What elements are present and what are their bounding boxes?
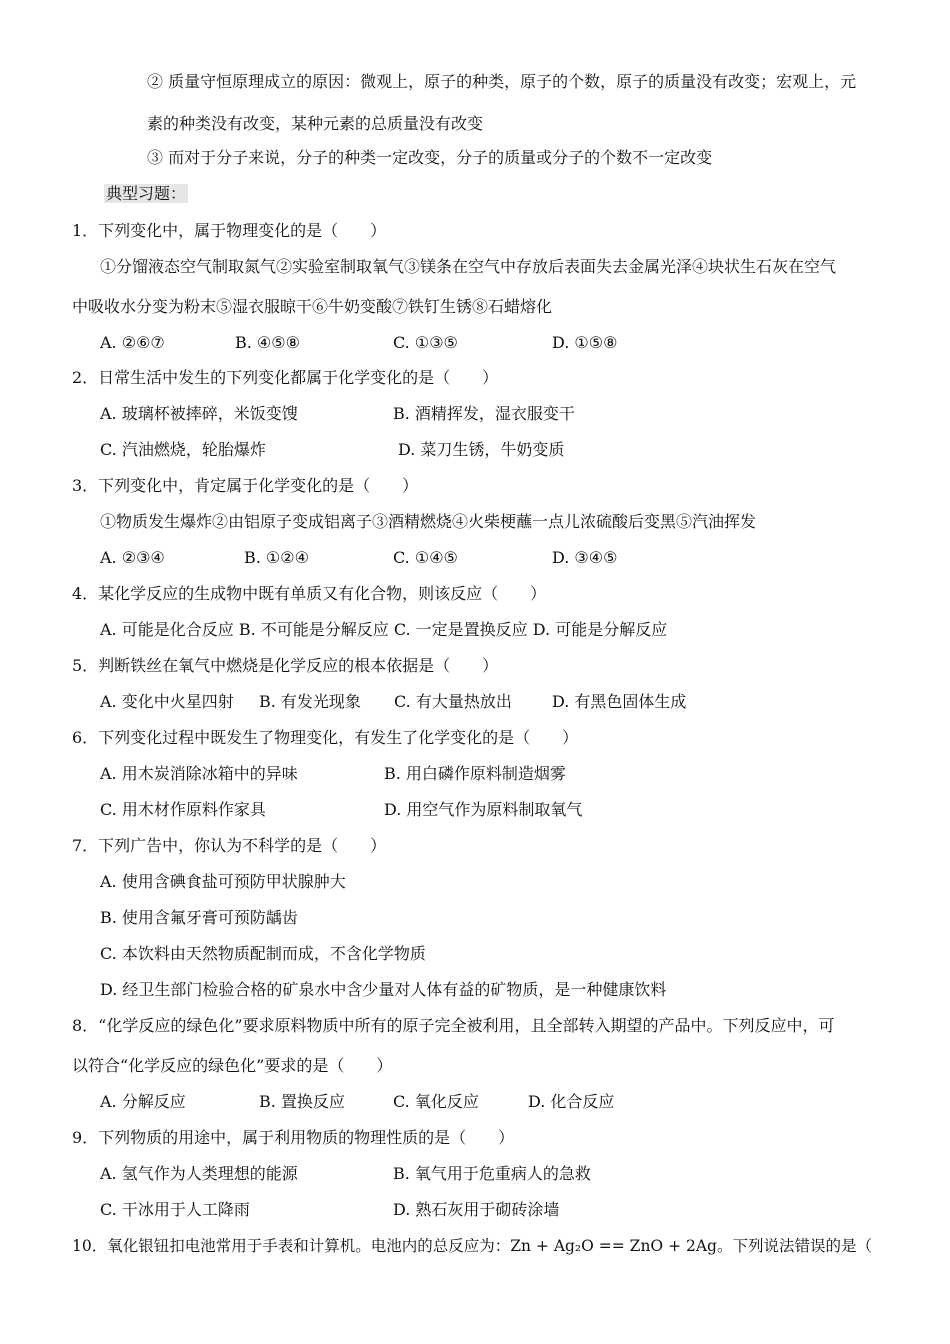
section-heading-text: 典型习题： — [106, 184, 187, 203]
note-item-3: ③ 而对于分子来说，分子的种类一定改变，分子的质量或分子的个数不一定改变 — [147, 148, 713, 167]
question-3-stem: 3．下列变化中，肯定属于化学变化的是（ ） — [72, 476, 419, 495]
question-7-option-c: C. 本饮料由天然物质配制而成，不含化学物质 — [100, 944, 426, 963]
question-7-stem: 7．下列广告中，你认为不科学的是（ ） — [72, 836, 387, 855]
question-6-option-d: D. 用空气作为原料制取氧气 — [384, 800, 583, 819]
question-6-stem: 6．下列变化过程中既发生了物理变化，有发生了化学变化的是（ ） — [72, 728, 579, 747]
question-3-option-d: D. ③④⑤ — [552, 548, 618, 567]
question-1-items-line-1: ①分馏液态空气制取氮气②实验室制取氧气③镁条在空气中存放后表面失去金属光泽④块状生石灰在空气 — [100, 257, 837, 276]
question-3-items: ①物质发生爆炸②由铝原子变成铝离子③酒精燃烧④火柴梗蘸一点儿浓硫酸后变黑⑤汽油挥发 — [100, 512, 757, 531]
question-3-option-c: C. ①④⑤ — [393, 548, 458, 567]
question-9-option-c: C. 干冰用于人工降雨 — [100, 1200, 250, 1219]
question-9-option-d: D. 熟石灰用于砌砖涂墙 — [393, 1200, 560, 1219]
question-1-option-b: B. ④⑤⑧ — [235, 333, 300, 352]
question-5-stem: 5．判断铁丝在氧气中燃烧是化学反应的根本依据是（ ） — [72, 656, 499, 675]
question-8-option-b: B. 置换反应 — [259, 1092, 345, 1111]
note-item-2-line-2: 素的种类没有改变，某种元素的总质量没有改变 — [147, 114, 484, 133]
question-5-option-d: D. 有黑色固体生成 — [552, 692, 687, 711]
question-6-option-c: C. 用木材作原料作家具 — [100, 800, 266, 819]
question-8-stem-line-1: 8．“化学反应的绿色化”要求原料物质中所有的原子完全被利用，且全部转入期望的产品中。下列反应中，可 — [72, 1016, 835, 1035]
question-7-option-d: D. 经卫生部门检验合格的矿泉水中含少量对人体有益的矿物质，是一种健康饮料 — [100, 980, 667, 999]
question-9-option-a: A. 氢气作为人类理想的能源 — [100, 1164, 298, 1183]
question-1-option-a: A. ②⑥⑦ — [100, 333, 165, 352]
question-10-stem: 10．氧化银钮扣电池常用于手表和计算机。电池内的总反应为：Zn + Ag₂O == ZnO + 2Ag。下列说法错误的是（ — [72, 1237, 872, 1255]
question-2-option-a: A. 玻璃杯被摔碎，米饭变馊 — [100, 404, 298, 423]
question-1-option-d: D. ①⑤⑧ — [552, 333, 618, 352]
question-8-option-a: A. 分解反应 — [100, 1092, 186, 1111]
question-2-option-c: C. 汽油燃烧，轮胎爆炸 — [100, 440, 266, 459]
question-8-option-c: C. 氧化反应 — [393, 1092, 479, 1111]
question-9-option-b: B. 氧气用于危重病人的急救 — [393, 1164, 591, 1183]
question-8-option-d: D. 化合反应 — [528, 1092, 615, 1111]
question-3-option-a: A. ②③④ — [100, 548, 165, 567]
question-9-stem: 9．下列物质的用途中，属于利用物质的物理性质的是（ ） — [72, 1128, 515, 1147]
question-6-option-a: A. 用木炭消除冰箱中的异味 — [100, 764, 298, 783]
question-5-option-b: B. 有发光现象 — [259, 692, 361, 711]
question-7-option-a: A. 使用含碘食盐可预防甲状腺肿大 — [100, 872, 346, 891]
question-4-options: A. 可能是化合反应 B. 不可能是分解反应 C. 一定是置换反应 D. 可能是分解反应 — [100, 620, 668, 639]
question-2-stem: 2．日常生活中发生的下列变化都属于化学变化的是（ ） — [72, 368, 499, 387]
question-2-option-d: D. 菜刀生锈，牛奶变质 — [398, 440, 565, 459]
section-heading — [104, 184, 188, 204]
question-5-option-c: C. 有大量热放出 — [394, 692, 512, 711]
question-5-option-a: A. 变化中火星四射 — [100, 692, 234, 711]
question-7-option-b: B. 使用含氟牙膏可预防龋齿 — [100, 908, 298, 927]
question-2-option-b: B. 酒精挥发，湿衣服变干 — [393, 404, 575, 423]
question-1-option-c: C. ①③⑤ — [393, 333, 458, 352]
question-1-stem: 1．下列变化中，属于物理变化的是（ ） — [72, 221, 387, 240]
note-item-2-line-1: ② 质量守恒原理成立的原因：微观上，原子的种类，原子的个数，原子的质量没有改变；宏观上，元 — [147, 72, 857, 91]
question-3-option-b: B. ①②④ — [244, 548, 309, 567]
question-1-items-line-2: 中吸收水分变为粉末⑤湿衣服晾干⑥牛奶变酸⑦铁钉生锈⑧石蜡熔化 — [72, 297, 553, 316]
question-4-stem: 4．某化学反应的生成物中既有单质又有化合物，则该反应（ ） — [72, 584, 547, 603]
question-8-stem-line-2: 以符合“化学反应的绿色化”要求的是（ ） — [72, 1056, 393, 1075]
question-6-option-b: B. 用白磷作原料制造烟雾 — [384, 764, 566, 783]
